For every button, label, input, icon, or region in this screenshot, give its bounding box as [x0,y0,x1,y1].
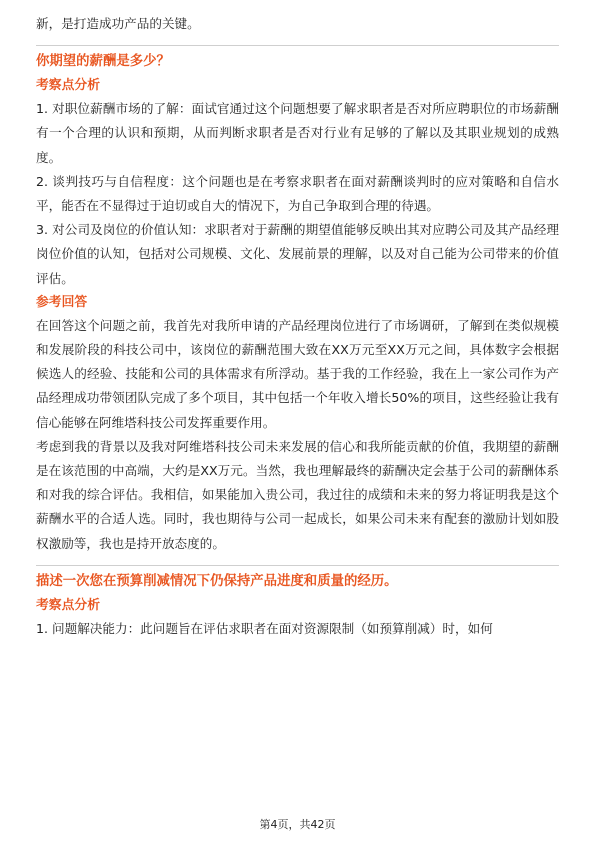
question-1-analysis-heading: 考察点分析 [36,78,100,94]
question-1-title: 你期望的薪酬是多少？ [36,54,170,70]
page-content [36,12,559,641]
question-2-analysis-heading: 考察点分析 [36,597,100,613]
question-1-point-2: 2. 谈判技巧与自信程度：这个问题也是在考察求职者在面对薪酬谈判时的应对策略和自信水平，能否在不显得过于迫切或自大的情况下，为自己争取到合理的待遇。 [36,173,559,214]
intro-tail-paragraph: 新，是打造成功产品的关键。 [36,16,200,31]
section-divider [36,45,559,46]
question-2-title: 描述一次您在预算削减情况下仍保持产品进度和质量的经历。 [36,573,398,589]
question-1-answer-paragraph-2: 考虑到我的背景以及我对阿维塔科技公司未来发展的信心和我所能贡献的价值，我期望的薪酬是在该范围的中高端，大约是XX万元。当然，我也理解最终的薪酬决定会基于公司的薪酬体系和对我的综合评估。我相信，如果能加入贵公司，我过往的成绩和未来的努力将证明我是这个薪酬水平的合适人选。同时，我也期待与公司一起成长，如果公司未来有配套的激励计划如股权激励等，我也是持开放态度的。 [36,438,559,551]
question-1-answer-paragraph-1: 在回答这个问题之前，我首先对我所申请的产品经理岗位进行了市场调研，了解到在类似规模和发展阶段的科技公司中，该岗位的薪酬范围大致在XX万元至XX万元之间，具体数字会根据候选人的经验、技能和公司的具体需求有所浮动。基于我的工作经验，我在上一家公司作为产品经理成功带领团队完成了多个项目，其中包括一个年收入增长50%的项目，这些经验让我有信心能够在阿维塔科技公司发挥重要作用。 [36,317,559,430]
question-2-point-1: 1. 问题解决能力：此问题旨在评估求职者在面对资源限制（如预算削减）时，如何 [36,620,493,636]
question-1-answer-heading: 参考回答 [36,294,88,310]
question-1-point-3: 3. 对公司及岗位的价值认知：求职者对于薪酬的期望值能够反映出其对应聘公司及其产品经理岗位价值的认知，包括对公司规模、文化、发展前景的理解，以及对自己能为公司带来的价值评估。 [36,222,559,286]
section-divider [36,565,559,566]
question-1-point-1: 1. 对职位薪酬市场的了解：面试官通过这个问题想要了解求职者是否对所应聘职位的市场薪酬有一个合理的认识和预期，从而判断求职者是否对行业有足够的了解以及其职业规划的成熟度。 [36,101,559,165]
page-footer: 第4页，共42页 [259,818,336,831]
